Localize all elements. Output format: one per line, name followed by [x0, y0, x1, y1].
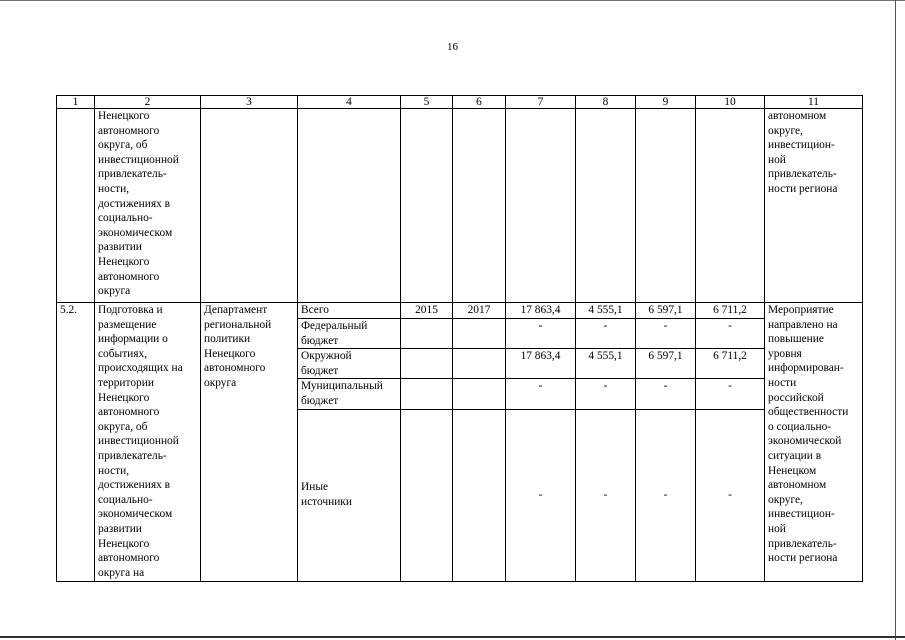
header-cell: 8	[576, 96, 636, 109]
header-cell: 3	[201, 96, 298, 109]
empty-cell	[696, 109, 765, 303]
page-number: 16	[447, 41, 458, 53]
text-line: Департамент	[204, 304, 268, 316]
value-cell: 6 711,2	[696, 303, 765, 319]
empty-cell	[401, 109, 453, 303]
empty-cell	[453, 379, 506, 409]
text-line: Федеральный	[301, 320, 368, 332]
text-line: источники	[301, 496, 352, 509]
header-cell: 1	[57, 96, 95, 109]
value-cell: -	[696, 409, 765, 581]
source-label	[298, 409, 401, 581]
empty-cell	[401, 349, 453, 379]
empty-cell	[453, 409, 506, 581]
value-cell: -	[576, 319, 636, 349]
text-line: бюджет	[301, 364, 339, 377]
header-cell: 2	[95, 96, 201, 109]
text-line: автономного	[204, 362, 266, 375]
continued-result	[765, 109, 863, 303]
text-line: размещение	[98, 318, 157, 331]
empty-cell	[401, 319, 453, 349]
text-line: округе,	[768, 124, 803, 137]
value-cell: -	[506, 319, 576, 349]
text-line: инвестиционной	[98, 435, 179, 448]
scan-edge-top	[0, 0, 905, 1]
source-label	[298, 379, 401, 409]
header-cell: 11	[765, 96, 863, 109]
empty-cell	[576, 109, 636, 303]
text-line: информации о	[98, 333, 168, 346]
empty-cell	[453, 319, 506, 349]
header-cell: 5	[401, 96, 453, 109]
value-cell: -	[636, 319, 696, 349]
text-line: Мероприятие	[768, 304, 834, 316]
text-line: территории	[98, 376, 154, 389]
header-cell: 10	[696, 96, 765, 109]
text-line: округа, об	[98, 420, 148, 433]
text-line: экономической	[768, 435, 842, 448]
value-cell: 17 863,4	[506, 303, 576, 319]
text-line: ности	[768, 376, 797, 389]
text-line: бюджет	[301, 394, 339, 407]
value-cell: -	[696, 379, 765, 409]
row-5-2-total	[57, 303, 863, 319]
text-line: общественности	[768, 406, 849, 419]
text-line: экономическом	[98, 508, 173, 521]
text-line: о социально-	[768, 420, 832, 433]
header-cell: 4	[298, 96, 401, 109]
text-line: достижениях в	[98, 197, 171, 210]
empty-cell	[201, 109, 298, 303]
text-line: социально-	[98, 493, 153, 506]
year-start: 2015	[401, 303, 453, 319]
text-line: инвестицион-	[768, 139, 835, 152]
text-line: автономного	[98, 270, 160, 283]
year-end: 2017	[453, 303, 506, 319]
text-line: привлекатель-	[98, 168, 167, 181]
text-line: Ненецкого	[204, 347, 256, 360]
header-cell: 9	[636, 96, 696, 109]
text-line: ной	[768, 522, 786, 535]
text-line: направлено на	[768, 318, 838, 331]
value-cell: 4 555,1	[576, 303, 636, 319]
text-line: Муниципальный	[301, 380, 383, 393]
text-line: политики	[204, 333, 251, 346]
text-line: Всего	[301, 304, 329, 316]
source-label	[298, 319, 401, 349]
continued-description	[95, 109, 201, 303]
header-cell: 7	[506, 96, 576, 109]
text-line: Окружной	[301, 350, 352, 363]
empty-cell	[453, 109, 506, 303]
item-result	[765, 303, 863, 582]
text-line: достижениях в	[98, 479, 171, 492]
value-cell: 4 555,1	[576, 349, 636, 379]
source-label	[298, 303, 401, 319]
text-line: автономного	[98, 124, 160, 137]
text-line: округе,	[768, 493, 803, 506]
item-number: 5.2.	[57, 303, 95, 582]
text-line: ности региона	[768, 552, 838, 565]
empty-cell	[636, 109, 696, 303]
text-line: Ненецкого	[98, 110, 150, 122]
empty-cell	[298, 109, 401, 303]
text-line: автономного	[98, 552, 160, 565]
value-cell: -	[576, 379, 636, 409]
continued-row	[57, 109, 863, 303]
text-line: ности региона	[768, 182, 838, 195]
text-line: автономного	[98, 406, 160, 419]
text-line: ной	[768, 153, 786, 166]
text-line: инвестицион-	[768, 508, 835, 521]
scan-edge-right	[895, 0, 896, 640]
header-row	[57, 96, 863, 109]
header-cell: 6	[453, 96, 506, 109]
text-line: экономическом	[98, 226, 173, 239]
text-line: бюджет	[301, 334, 339, 347]
empty-cell	[401, 379, 453, 409]
text-line: Ненецкого	[98, 255, 150, 268]
text-line: округа, об	[98, 139, 148, 152]
value-cell: -	[636, 379, 696, 409]
empty-cell	[57, 109, 95, 303]
item-executor	[201, 303, 298, 582]
text-line: Иные	[301, 481, 329, 494]
value-cell: 6 597,1	[636, 303, 696, 319]
text-line: происходящих на	[98, 362, 183, 375]
text-line: ситуации в	[768, 449, 822, 462]
text-line: привлекатель-	[98, 449, 167, 462]
value-cell: -	[636, 409, 696, 581]
value-cell: -	[576, 409, 636, 581]
value-cell: 17 863,4	[506, 349, 576, 379]
text-line: информирован-	[768, 362, 844, 375]
text-line: Подготовка и	[98, 304, 163, 316]
text-line: развитии	[98, 241, 142, 254]
scan-edge-bottom	[0, 636, 905, 638]
text-line: привлекатель-	[768, 168, 837, 181]
text-line: повышение	[768, 333, 824, 346]
text-line: ности,	[98, 464, 130, 477]
value-cell: 6 711,2	[696, 349, 765, 379]
text-line: Ненецкого	[98, 391, 150, 404]
text-line: ности,	[98, 182, 130, 195]
text-line: инвестиционной	[98, 153, 179, 166]
empty-cell	[506, 109, 576, 303]
text-line: российской	[768, 391, 824, 404]
text-line: социально-	[98, 212, 153, 225]
value-cell: -	[506, 409, 576, 581]
empty-cell	[401, 409, 453, 581]
source-label	[298, 349, 401, 379]
text-line: Ненецком	[768, 464, 817, 477]
program-table	[56, 95, 863, 582]
value-cell: -	[696, 319, 765, 349]
text-line: событиях,	[98, 347, 148, 360]
text-line: округа	[204, 376, 237, 389]
text-line: округа на	[98, 566, 145, 579]
value-cell: -	[506, 379, 576, 409]
item-description	[95, 303, 201, 582]
empty-cell	[453, 349, 506, 379]
text-line: уровня	[768, 347, 802, 360]
text-line: региональной	[204, 318, 272, 331]
text-line: округа	[98, 285, 131, 298]
text-line: привлекатель-	[768, 537, 837, 550]
text-line: автономном	[768, 110, 827, 122]
text-line: Ненецкого	[98, 537, 150, 550]
text-line: автономном	[768, 479, 827, 492]
value-cell: 6 597,1	[636, 349, 696, 379]
text-line: развитии	[98, 522, 142, 535]
